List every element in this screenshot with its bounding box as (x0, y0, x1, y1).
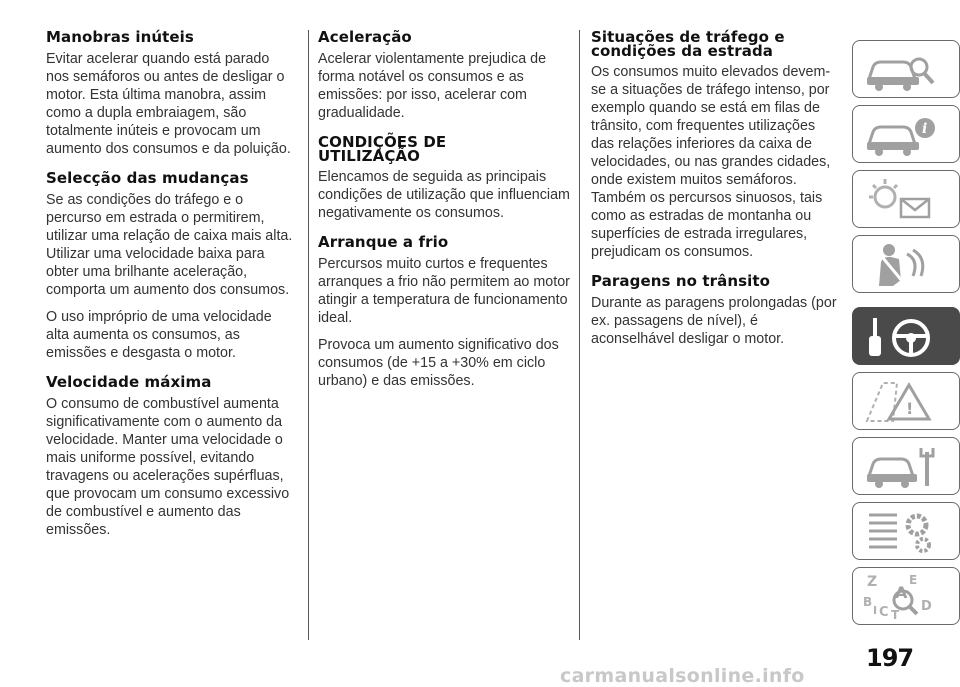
column-3 (591, 30, 837, 357)
column-1 (46, 30, 296, 548)
heading-situacoes-trafego: Situações de tráfego e condições da estrada (591, 28, 785, 60)
heading-arranque-frio: Arranque a frio (318, 233, 449, 251)
car-magnifier-icon (863, 45, 943, 93)
index-letter: C (879, 605, 889, 620)
paragraph-condicoes: Elencamos de seguida as principais condições de utilização que influenciam negativamente os consumos. (318, 169, 570, 221)
svg-text:!: ! (906, 399, 914, 418)
index-letter: I (873, 604, 878, 617)
tab-maintenance[interactable] (852, 437, 960, 495)
paragraph-velocidade: O consumo de combustível aumenta significativamente com o aumento da velocidade. Manter uma velocidade o mais uniforme possível, evitando travagens ou acelerações supérfluas, que provocam um consumo excessivo de combustível e aumento das emissões. (46, 396, 290, 538)
heading-seleccao-mudancas: Selecção das mudanças (46, 169, 249, 187)
column-2 (318, 30, 570, 399)
seatbelt-airbag-icon (863, 240, 943, 288)
tab-car-info[interactable] (852, 105, 960, 163)
heading-manobras-inuteis: Manobras inúteis (46, 28, 194, 46)
index-letter: B (863, 595, 873, 609)
heading-aceleracao: Aceleração (318, 28, 412, 46)
index-letter: E (909, 573, 918, 587)
index-letter: A (895, 583, 908, 602)
tab-warning-lights[interactable] (852, 170, 960, 228)
key-steering-wheel-icon (863, 312, 943, 360)
paragraph-seleccao-2: O uso impróprio de uma velocidade alta aumenta os consumos, as emissões e desgasta o motor. (46, 309, 272, 361)
tab-starting-driving[interactable] (852, 307, 960, 365)
tab-safety[interactable] (852, 235, 960, 293)
paragraph-situacoes: Os consumos muito elevados devem-se a situações de tráfego intenso, por exemplo quando se está em filas de trânsito, com frequentes utilizações das relações inferiores da caixa de velocidades, ou nas grandes cidades, onde existem muitos semáforos. Também os percursos sinuosos, tais como as estradas de montanha ou superfícies de estrada irregulares, prejudicam os consumos. (591, 64, 831, 260)
watermark-text: carmanualsonline.info (560, 665, 805, 687)
paragraph-arranque-2: Provoca um aumento significativo dos consumos (de +15 a +30% em ciclo urbano) e das emissões. (318, 337, 559, 389)
road-warning-triangle-icon (863, 377, 943, 425)
car-info-icon (863, 110, 943, 158)
paragraph-manobras: Evitar acelerar quando está parado nos semáforos ou antes de desligar o motor. Esta última manobra, assim como a dupla embraiagem, são totalmente inúteis e provocam um aumento dos consumos e da poluição. (46, 51, 291, 157)
paragraph-arranque-1: Percursos muito curtos e frequentes arranques a frio não permitem ao motor atingir a temperatura de funcionamento ideal. (318, 256, 570, 326)
tab-technical-specs[interactable] (852, 502, 960, 560)
alphabet-index-magnifier-icon (863, 572, 943, 620)
specs-list-gear-icon (863, 507, 943, 555)
page-number: 197 (866, 644, 914, 672)
tab-index[interactable] (852, 567, 960, 625)
column-divider-2 (579, 30, 580, 640)
warning-lights-envelope-icon (863, 175, 943, 223)
index-letter: D (921, 599, 932, 614)
tab-emergency[interactable] (852, 372, 960, 430)
svg-text:i: i (922, 121, 928, 137)
car-wrench-icon (863, 442, 943, 490)
heading-paragens-transito: Paragens no trânsito (591, 272, 771, 290)
paragraph-aceleracao: Acelerar violentamente prejudica de forma notável os consumos e as emissões: por isso, acelerar com gradualidade. (318, 51, 547, 121)
index-letter: Z (867, 574, 878, 590)
heading-velocidade-maxima: Velocidade máxima (46, 373, 212, 391)
paragraph-paragens: Durante as paragens prolongadas (por ex. passagens de nível), é aconselhável desligar o motor. (591, 295, 837, 347)
heading-condicoes-utilizacao: CONDIÇÕES DE UTILIZAÇÃO (318, 133, 447, 165)
tab-knowing-car[interactable] (852, 40, 960, 98)
paragraph-seleccao-1: Se as condições do tráfego e o percurso em estrada o permitirem, utilizar uma relação de caixa mais alta. Utilizar uma velocidade baixa para obter uma brilhante aceleração, comporta um aumento dos consumos. (46, 192, 293, 298)
column-divider-1 (308, 30, 309, 640)
index-letter: T (891, 608, 900, 620)
